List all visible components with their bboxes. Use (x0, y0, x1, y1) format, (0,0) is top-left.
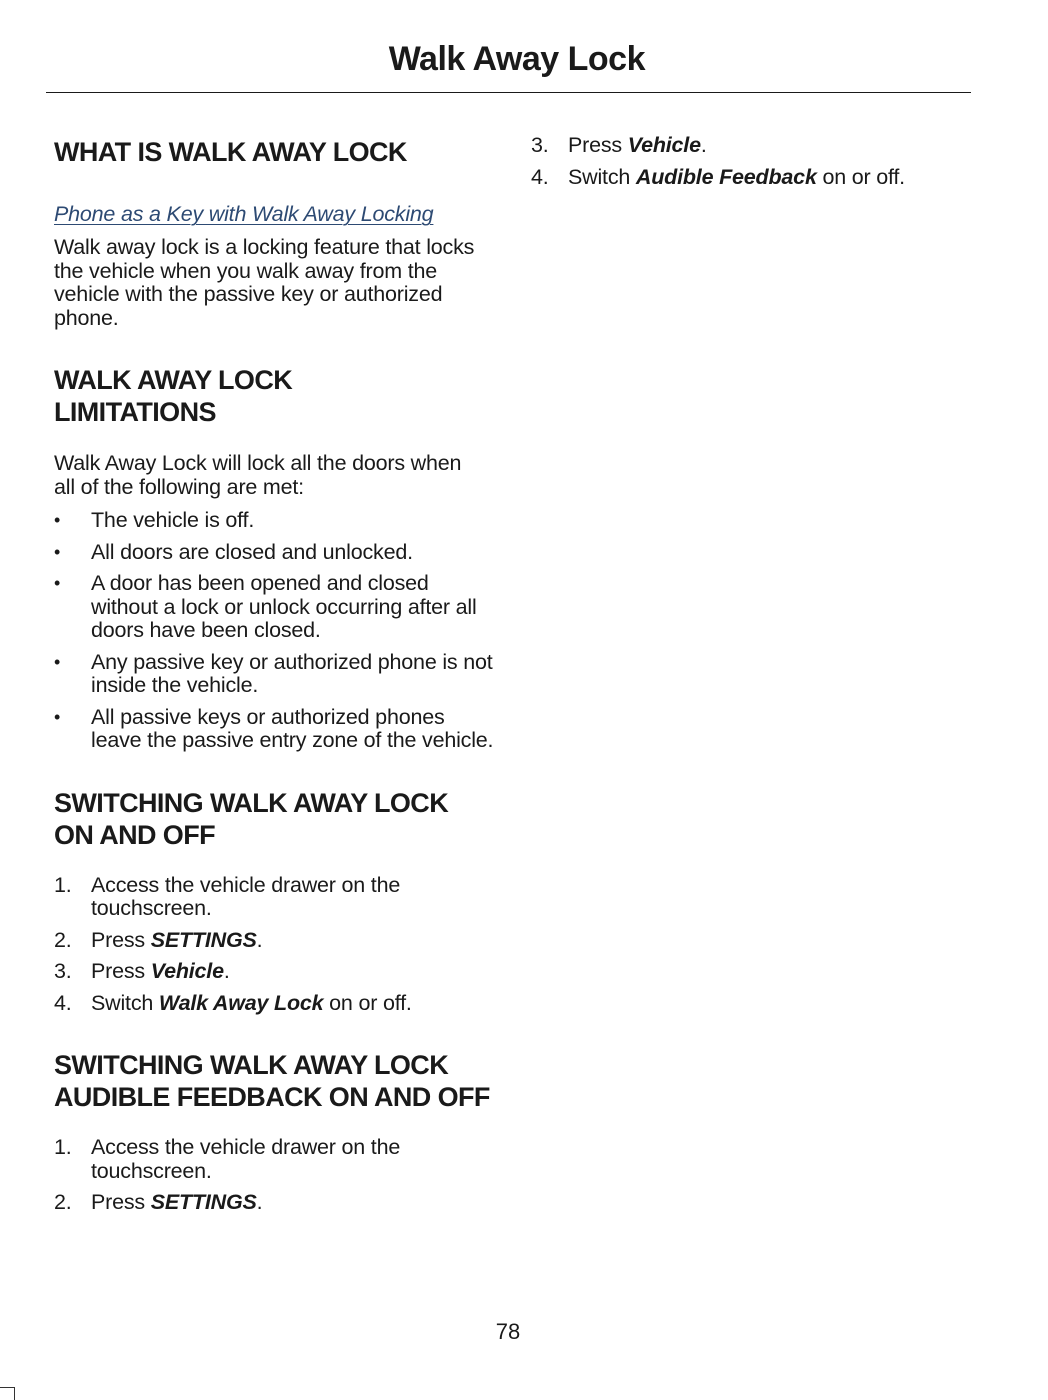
section-heading: WHAT IS WALK AWAY LOCK (54, 137, 407, 167)
audible-steps-part1 (54, 1136, 494, 1215)
left-column (54, 136, 494, 1215)
step-item: 3. Press Vehicle. (531, 133, 707, 157)
section-limitations (54, 364, 494, 753)
step-item: 4. Switch Audible Feedback on or off. (531, 164, 905, 189)
settings-term: SETTINGS (150, 1190, 257, 1214)
section-switching (54, 787, 494, 1016)
list-item: • All passive keys or authorized phones leave the passive entry zone of the vehicle. (54, 704, 494, 752)
right-column (531, 134, 971, 189)
audible-steps-part2 (531, 134, 971, 189)
audible-feedback-term: Audible Feedback (635, 164, 817, 189)
list-item: • Any passive key or authorized phone is not inside the vehicle. (54, 649, 493, 697)
step-item: 2. Press SETTINGS. (54, 927, 263, 952)
limitations-list (54, 509, 494, 753)
step-item: 3. Press Vehicle. (54, 959, 230, 983)
vehicle-term: Vehicle (627, 133, 701, 157)
step-item: 2. Press SETTINGS. (54, 1190, 263, 1214)
switching-steps (54, 874, 494, 1016)
page-title: Walk Away Lock (388, 40, 645, 78)
step-item: 1. Access the vehicle drawer on the touchscreen. (54, 1135, 401, 1183)
section-heading: SWITCHING WALK AWAY LOCK AUDIBLE FEEDBACK ON AND OFF (54, 1050, 490, 1112)
section-heading: SWITCHING WALK AWAY LOCK ON AND OFF (54, 787, 449, 850)
step-item: 4. Switch Walk Away Lock on or off. (54, 990, 412, 1015)
crop-mark (0, 1387, 15, 1400)
section-audible (54, 1049, 494, 1215)
walk-away-lock-term: Walk Away Lock (158, 990, 324, 1015)
settings-term: SETTINGS (150, 927, 257, 952)
list-item: • A door has been opened and closed without a lock or unlock occurring after all doors have been closed. (54, 571, 477, 642)
section-heading: WALK AWAY LOCK LIMITATIONS (54, 365, 293, 427)
list-item: • All doors are closed and unlocked. (54, 539, 413, 564)
phone-as-key-link[interactable]: Phone as a Key with Walk Away Locking (54, 202, 434, 226)
page-header (46, 40, 971, 93)
section-what-is (54, 136, 494, 330)
list-item: • The vehicle is off. (54, 508, 255, 532)
step-item: 1. Access the vehicle drawer on the touchscreen. (54, 872, 401, 920)
vehicle-term: Vehicle (150, 959, 224, 983)
what-is-body: Walk away lock is a locking feature that locks the vehicle when you walk away from the vehicle with the passive key or authorized phone. (54, 235, 475, 330)
limitations-intro: Walk Away Lock will lock all the doors when all of the following are met: (54, 451, 462, 499)
page-number: 78 (495, 1319, 521, 1344)
